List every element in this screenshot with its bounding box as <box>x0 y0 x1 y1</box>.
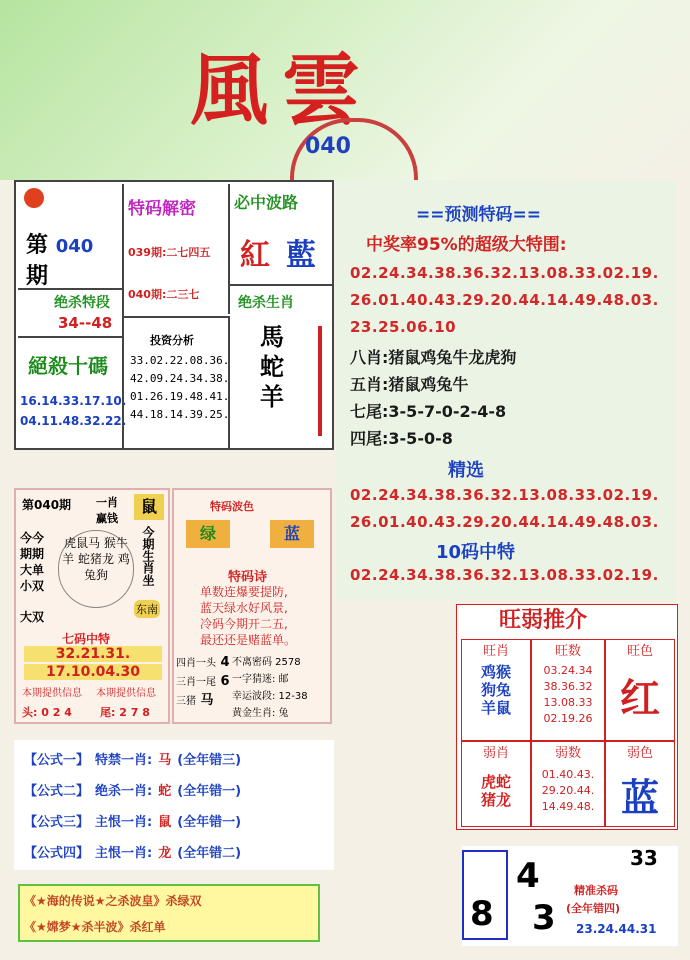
jueshaduan-box <box>18 290 124 338</box>
bozhong-title: 必中波路 <box>234 193 299 212</box>
wangruo-title: 旺弱推介 <box>499 608 588 633</box>
ten-title: 10码中特 <box>436 542 516 563</box>
lp-animal-wheel <box>58 530 134 608</box>
lp-animals: 虎鼠马 猴牛羊 蛇猪龙 鸡兔狗 <box>62 536 130 582</box>
touzi-row: 44.18.14.39.25. <box>130 408 230 421</box>
lp-qima-row1: 32.21.31. <box>24 646 162 662</box>
tb-mini-right-item: 幸运波段: 12-38 <box>232 691 308 702</box>
stamp-number: 040 <box>305 134 351 159</box>
ba-xiao-value: 猪鼠鸡兔牛龙虎狗 <box>388 348 517 367</box>
yuce-row: 23.25.06.10 <box>350 318 457 336</box>
gongshi-err: (全年错二) <box>177 846 242 861</box>
issue-suffix: 期 <box>26 264 49 289</box>
wang-xiao-item: 羊鼠 <box>480 699 511 717</box>
ruo-shu-item: 29.20.44. <box>541 784 595 797</box>
page-title: 風雲 <box>190 45 375 136</box>
tb-mini-value: 4 <box>216 655 230 670</box>
tb-mini-value: 6 <box>216 674 230 689</box>
ruo-se: 蓝 <box>620 776 659 820</box>
lp-qima-row2: 17.10.04.30 <box>24 664 162 680</box>
jueshashima-box <box>18 338 127 448</box>
big-num-3: 3 <box>532 898 556 938</box>
issue-box <box>18 184 124 290</box>
tb-poem-line: 冷码今期开二五, <box>200 617 288 631</box>
si-wei-label: 四尾: <box>350 429 389 448</box>
touzi-title: 投资分析 <box>150 334 194 347</box>
wang-shu-item: 02.19.26 <box>543 712 593 725</box>
wang-se: 红 <box>620 676 660 722</box>
tb-poem-title: 特码诗 <box>228 570 268 585</box>
yuce-panel <box>336 180 676 600</box>
ruo-se-header: 弱色 <box>626 746 653 761</box>
gongshi-tag: 【公式二】 <box>24 784 90 799</box>
ten-row: 02.24.34.38.36.32.13.08.33.02.19. <box>350 566 659 584</box>
lp-vert-item: 小双 <box>20 579 45 593</box>
wang-shu-item: 03.24.34 <box>543 664 593 677</box>
shx-animal: 蛇 <box>260 352 284 381</box>
gongshi-name: 主恨一肖: <box>95 846 153 861</box>
jiemi-title: 特码解密 <box>128 199 196 219</box>
lp-vert-item: 今今 <box>20 531 45 545</box>
lp-issue: 第040期 <box>22 498 72 512</box>
wangruo-panel <box>456 604 678 830</box>
gongshi-animal: 龙 <box>158 846 172 861</box>
decor-knot <box>318 326 322 436</box>
lp-right-vert: 今期生肖坐 <box>141 526 155 586</box>
wang-xiao-item: 狗兔 <box>480 681 511 699</box>
tb-blue: 蓝 <box>270 520 314 548</box>
gongshi-row <box>24 810 247 841</box>
ruo-shu-item: 01.40.43. <box>541 768 595 781</box>
qi-wei-label: 七尾: <box>350 402 389 421</box>
big-num-4: 4 <box>516 856 540 896</box>
issue-number: 040 <box>55 236 94 257</box>
ruo-xiao-item: 猪龙 <box>480 791 511 809</box>
qi-wei-value: 3-5-7-0-2-4-8 <box>388 402 507 421</box>
yuce-row: 02.24.34.38.36.32.13.08.33.02.19. <box>350 264 659 282</box>
ruo-shu-item: 14.49.48. <box>541 800 595 813</box>
gongshi-animal: 蛇 <box>158 784 172 799</box>
tb-title: 特码波色 <box>210 500 254 513</box>
jueshashima-row2: 04.11.48.32.22. <box>20 414 127 428</box>
jueshashengxiao-title: 绝杀生肖 <box>238 295 294 311</box>
bottom-right-panel <box>462 846 678 946</box>
tb-mini-item <box>176 673 230 692</box>
lp-dongnan: 东南 <box>134 600 160 618</box>
bozhong-red: 紅 <box>240 238 270 273</box>
wang-shu-cell <box>531 639 605 741</box>
tema-bose-panel <box>172 488 332 724</box>
gongshi-name: 特禁一肖: <box>95 753 153 768</box>
br-row: 23.24.44.31 <box>576 922 657 936</box>
tb-mini-right-item: 黄金生肖: 兔 <box>232 708 289 719</box>
footer-line1: 《★海的传说★之杀波皇》杀绿双 <box>24 894 202 908</box>
gongshi-err: (全年错三) <box>177 753 242 768</box>
tb-mini-label: 四肖一头 <box>176 658 216 669</box>
gongshi-animal: 鼠 <box>158 815 172 830</box>
gongshi-row <box>24 748 247 779</box>
lp-yixiao: 一肖赢钱 <box>96 496 118 525</box>
jingxuan-row: 02.24.34.38.36.32.13.08.33.02.19. <box>350 486 659 504</box>
wang-shu-item: 13.08.33 <box>543 696 593 709</box>
shx-animal: 馬 <box>260 322 284 351</box>
lp-info2: 本期提供信息 <box>96 688 156 699</box>
gongshi-panel <box>14 740 334 870</box>
jueshaduan-title: 绝杀特段 <box>54 295 110 311</box>
tb-mini-item <box>176 654 230 673</box>
gongshi-animal: 马 <box>158 753 172 768</box>
wang-shu-item: 38.36.32 <box>543 680 593 693</box>
ruo-se-cell <box>605 741 675 827</box>
gongshi-name: 绝杀一肖: <box>95 784 153 799</box>
tb-mini-right-item: 不离密码 2578 <box>232 657 301 668</box>
jiemi-line2: 040期:二三七 <box>128 288 200 301</box>
ruo-shu-cell <box>531 741 605 827</box>
bozhong-blue: 藍 <box>286 238 316 273</box>
tb-green: 绿 <box>186 520 230 548</box>
gongshi-tag: 【公式四】 <box>24 846 90 861</box>
jueshashengxiao-box <box>230 286 332 448</box>
yuce-row: 26.01.40.43.29.20.44.14.49.48.03. <box>350 291 659 309</box>
wang-shu-header: 旺数 <box>554 644 581 659</box>
yuce-title: ==预测特码== <box>416 205 541 225</box>
lp-tou: 头: 0 2 4 <box>22 706 72 719</box>
corner-number: 33 <box>630 846 658 870</box>
tb-mini-label: 三肖一尾 <box>176 677 216 688</box>
ba-xiao-label: 八肖: <box>350 348 389 367</box>
big-num-8: 8 <box>470 894 494 934</box>
tb-poem-line: 最还还是赌蓝单。 <box>200 633 297 647</box>
tb-mini-item <box>176 692 230 711</box>
gongshi-err: (全年错一) <box>177 815 242 830</box>
bozhong-box <box>230 184 332 286</box>
logo-icon <box>24 188 44 208</box>
lp-vert-item: 期期 <box>20 547 45 561</box>
tb-poem-line: 蓝天绿水好风景, <box>200 601 288 615</box>
lp-dashuang: 大双 <box>20 610 45 624</box>
lp-wei: 尾: 2 7 8 <box>100 706 150 719</box>
ruo-xiao-header: 弱肖 <box>482 746 509 761</box>
jingxuan-row: 26.01.40.43.29.20.44.14.49.48.03. <box>350 513 659 531</box>
left-lower-panel <box>14 488 170 724</box>
wang-xiao-header: 旺肖 <box>482 644 509 659</box>
touzi-row: 33.02.22.08.36. <box>130 354 230 367</box>
gongshi-err: (全年错一) <box>177 784 242 799</box>
yuce-subtitle: 中奖率95%的超级大特围: <box>366 235 567 255</box>
ruo-shu-header: 弱数 <box>554 746 581 761</box>
tb-poem-line: 单数连爆要提防, <box>200 585 288 599</box>
gongshi-tag: 【公式三】 <box>24 815 90 830</box>
tb-mini-right-item: 一字猜迷: 邮 <box>232 674 289 685</box>
lp-mouse: 鼠 <box>134 494 164 520</box>
jueshashima-row1: 16.14.33.17.10. <box>20 394 127 408</box>
ruo-xiao-cell <box>461 741 531 827</box>
jueshashima-title: 絕殺十碼 <box>28 354 108 378</box>
jueshaduan-range: 34--48 <box>58 314 113 332</box>
footer-line2: 《★嫦梦★杀半波》杀红单 <box>24 920 166 934</box>
ruo-xiao-item: 虎蛇 <box>480 773 511 791</box>
jiemi-box <box>124 184 230 314</box>
wu-xiao-value: 猪鼠鸡兔牛 <box>388 375 469 394</box>
tb-mini-label: 三猪 <box>176 696 196 707</box>
wang-se-header: 旺色 <box>626 644 653 659</box>
gongshi-name: 主恨一肖: <box>95 815 153 830</box>
wang-xiao-cell <box>461 639 531 741</box>
jingxuan-title: 精选 <box>448 460 484 481</box>
footer-banner <box>18 884 320 942</box>
gongshi-row <box>24 779 247 810</box>
br-sublabel: (全年错四) <box>566 902 621 915</box>
lp-qima: 七码中特 <box>62 632 111 646</box>
touzi-box <box>124 316 230 450</box>
lp-vert-item: 大单 <box>20 563 45 577</box>
shx-animal: 羊 <box>260 382 284 411</box>
jiemi-line1: 039期:二七四五 <box>128 246 211 259</box>
si-wei-value: 3-5-0-8 <box>388 429 453 448</box>
wang-se-cell <box>605 639 675 741</box>
touzi-row: 01.26.19.48.41. <box>130 390 230 403</box>
gongshi-row <box>24 841 247 872</box>
gongshi-tag: 【公式一】 <box>24 753 90 768</box>
touzi-row: 42.09.24.34.38. <box>130 372 230 385</box>
tb-mini-value: 马 <box>196 693 214 708</box>
issue-prefix: 第 <box>26 233 49 258</box>
br-label: 精准杀码 <box>574 884 618 897</box>
wang-xiao-item: 鸡猴 <box>480 663 511 681</box>
wu-xiao-label: 五肖: <box>350 375 389 394</box>
lp-info1: 本期提供信息 <box>22 688 82 699</box>
